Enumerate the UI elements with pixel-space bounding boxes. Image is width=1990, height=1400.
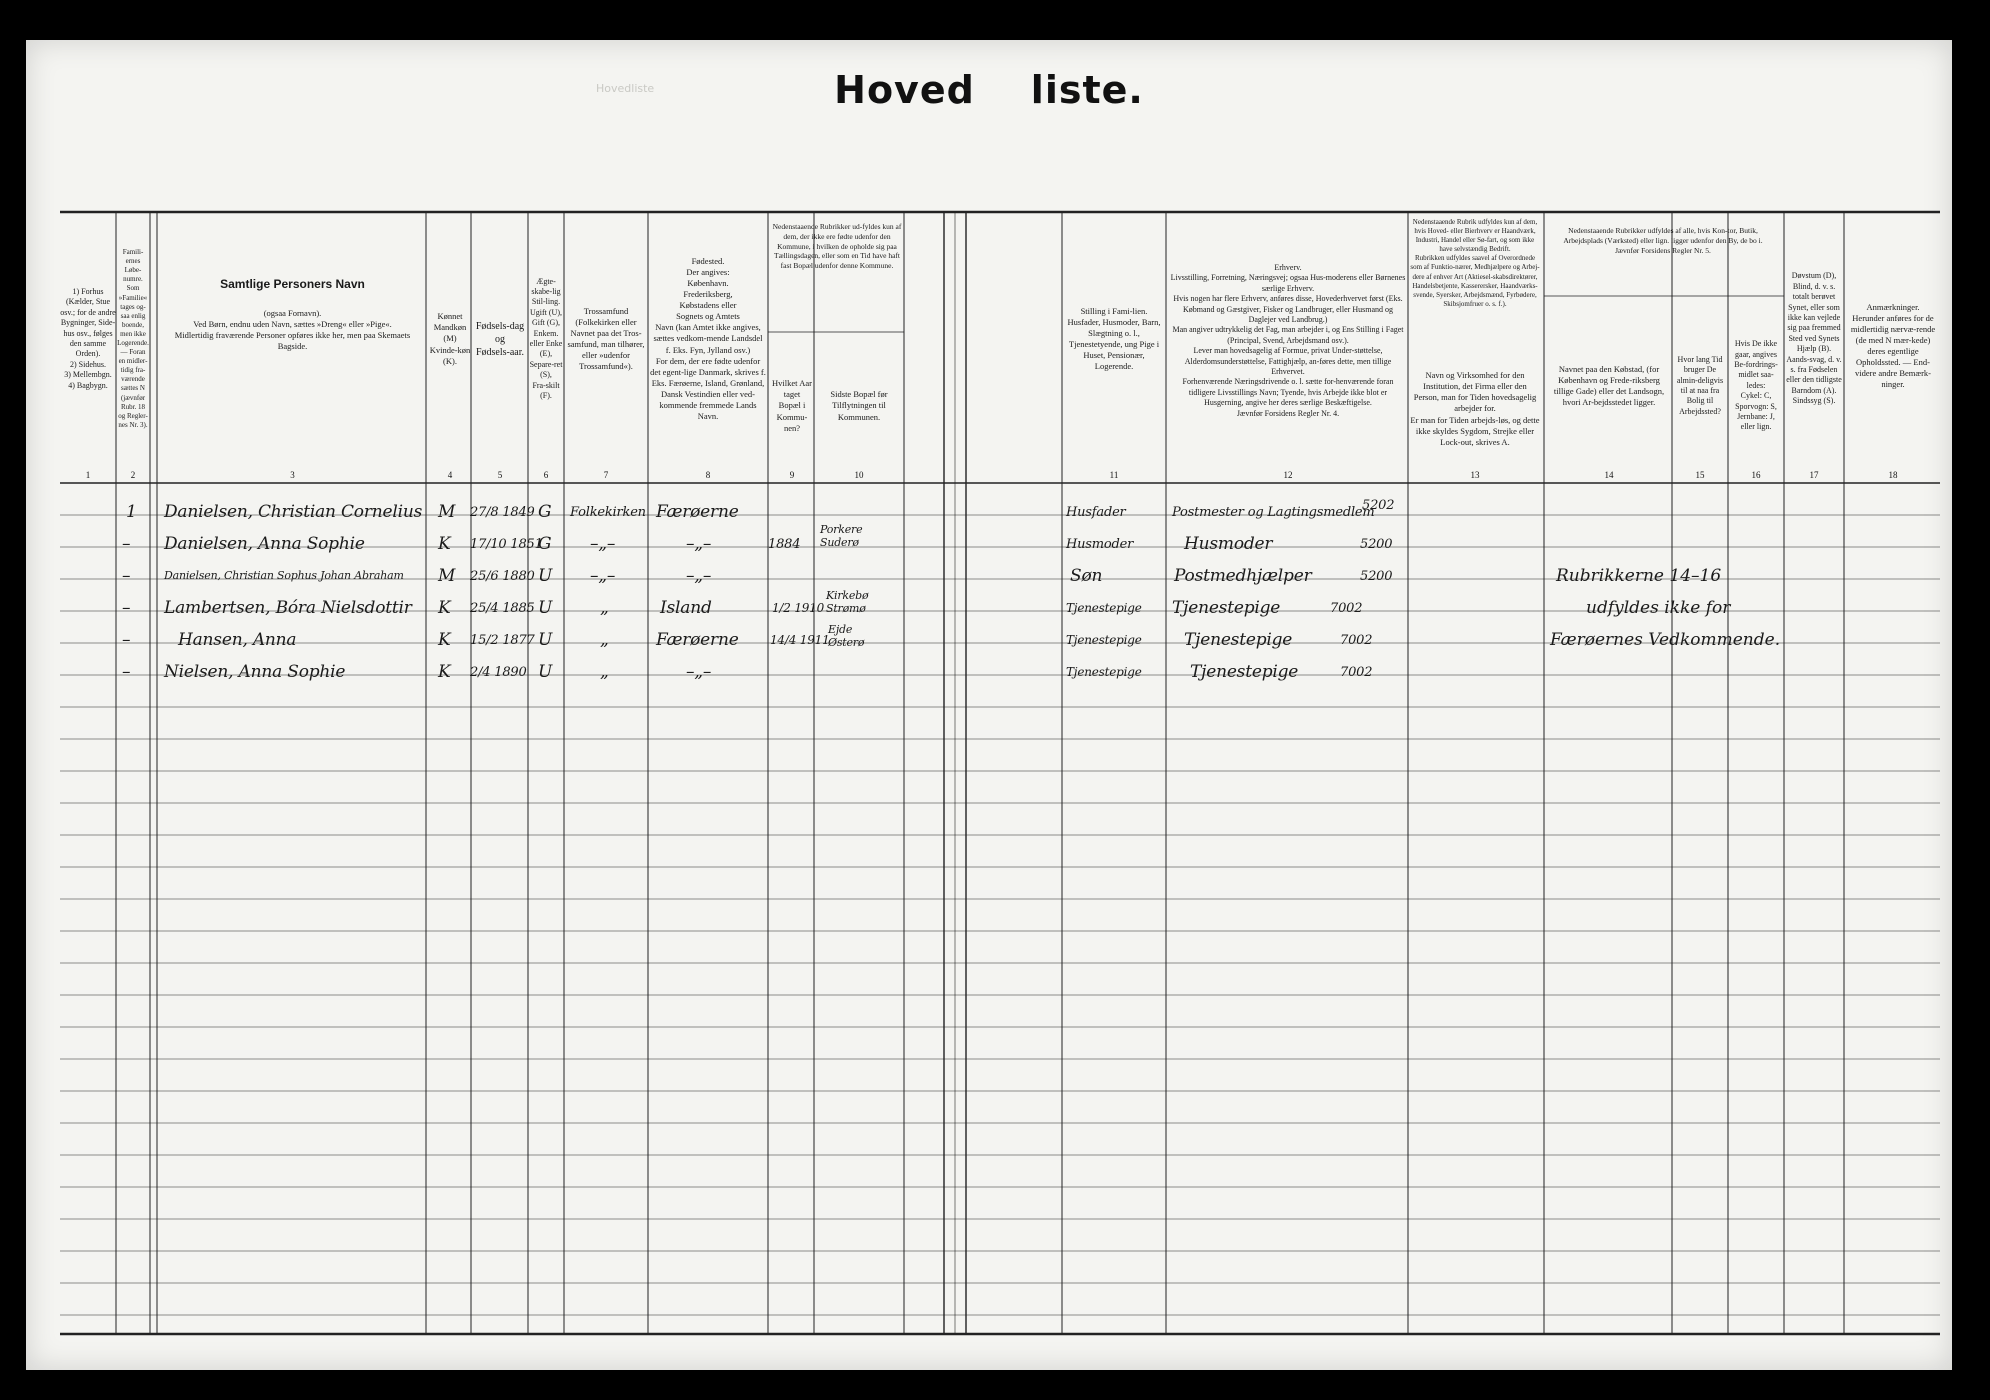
occupation: Tjenestepige (1190, 662, 1299, 682)
title-right: liste. (1030, 68, 1144, 112)
occupation-code: 7002 (1340, 665, 1373, 680)
year-moved: 1/2 1910 (772, 601, 825, 615)
occupation-code: 5200 (1360, 569, 1393, 584)
year-moved: 14/4 1911 (770, 633, 830, 647)
family-role: Tjenestepige (1066, 633, 1142, 647)
person-name: Nielsen, Anna Sophie (164, 662, 346, 682)
column-number: 14 (1604, 470, 1614, 480)
religion: „ (600, 630, 609, 650)
column-number: 8 (705, 470, 711, 480)
column-number: 4 (447, 470, 453, 480)
family-number: – (122, 566, 131, 586)
header-disability: Døvstum (D), Blind, d. v. s. totalt berøvet Synet, eller som ikke kan vejlede sig paa fremmed Sted ved Synets Hjælp (B). Aands-svag, d. v. s. fra Fødselen eller den tidligste Barndom (A). Sindssyg (S). (1786, 271, 1842, 406)
family-number: – (122, 534, 131, 554)
religion: –„– (590, 566, 616, 586)
family-role: Husmoder (1066, 537, 1134, 552)
header-names-title: Samtlige Personers Navn (220, 277, 365, 292)
column-number: 7 (603, 470, 609, 480)
header-previous-residence: Sidste Bopæl før Tilflytningen til Kommunen. (830, 389, 888, 422)
header-building: 1) Forhus (Kælder, Stue osv.; for de andre Bygninger, Side-hus osv., følges den samme Orden). 2) Sidehus. 3) Mellembgn. 4) Bagbygn. (60, 287, 116, 390)
header-workplace-note: Nedenstaaende Rubrikker udfyldes af alle, hvis Kon-tor, Butik, Arbejdsplads (Værksted) eller lign. ligger udenfor den By, de bo i. Jævnfør Forsidens Regler Nr. 5. (1563, 226, 1763, 255)
family-role: Tjenestepige (1066, 665, 1142, 679)
birthplace: Færøerne (656, 502, 739, 522)
header-remarks: Anmærkninger. Herunder anføres for de midlertidig nærvæ-rende (de med N mær-kede) deres egentlige Opholdssted. — End-videre andre Bemærk-ninger. (1850, 301, 1936, 390)
birth-date: 2/4 1890 (470, 665, 527, 680)
header-occupation: Erhverv. Livsstilling, Forretning, Næringsvej; ogsaa Hus-moderens eller Børnenes særlige Erhverv. Hvis nogen har flere Erhverv, anføres disse, Hovederhvervet først (Eks. Købmand og Gæstgiver, Fisker og Landbruger, eller Husmand og Daglejer ved Landbrug.) Man angiver udtrykkelig det Fag, man arbejder i, og Ens Stilling i Faget (Principal, Svend, Arbejdsmand osv.). Lever man hovedsagelig af Formue, privat Under-støttelse, Alderdomsunderstøttelse, Fattighjælp, an-føres dette, men tillige Erhvervet. Forhenværende Næringsdrivende o. l. sætte for-henværende foran tidligere Livsstillings Navn; Tyende, hvis Arbejde ikke blot er Husgerning, angive her deres særlige Beskæftigelse. Jævnfør Forsidens Regler Nr. 4. (1170, 263, 1406, 418)
header-trade-note: Nedenstaaende Rubrik udfyldes kun af dem, hvis Hoved- eller Bierhverv er Haandværk, Industri, Handel eller Sø-fart, og som ikke have selvstændig Bedrift. Rubrikken udfyldes saavel af Overordnede som af Funktio-nærer, Medhjælpere og Arbej-dere af enhver Art (Aktiesel-skabsdirektører, Handelsbetjente, Kasserersker, Haandværks-svende, Syersker, Arbejdsmænd, Fyrbødere, Skibsjomfruer o. s. f.). (1410, 218, 1540, 308)
column-number: 12 (1283, 470, 1293, 480)
sex-mark: K (438, 662, 451, 682)
person-name: Danielsen, Anna Sophie (164, 534, 365, 554)
family-number: – (122, 662, 131, 682)
person-name: Lambertsen, Bóra Nielsdottir (164, 598, 412, 618)
column-number: 5 (497, 470, 503, 480)
occupation: Postmedhjælper (1174, 566, 1312, 586)
column-number: 9 (789, 470, 795, 480)
header-marital-status: Ægte-skabe-lig Stil-ling. Ugift (U), Gift (G), Enkem. eller Enke (E), Separe-ret (S), Fra-skilt (F). (529, 276, 563, 400)
sex-mark: K (438, 630, 451, 650)
marital-status: U (538, 630, 553, 650)
family-number: – (122, 630, 131, 650)
header-sex: Kønnet Mandkøn (M) Kvinde-køn (K). (429, 311, 471, 366)
occupation: Tjenestepige (1172, 598, 1281, 618)
birthplace: Færøerne (656, 630, 739, 650)
sex-mark: K (438, 598, 451, 618)
marital-status: U (538, 566, 553, 586)
page-title (26, 68, 1952, 112)
column-number: 10 (854, 470, 864, 480)
birth-date: 17/10 1851 (470, 537, 543, 552)
family-role: Tjenestepige (1066, 601, 1142, 615)
column-number: 18 (1888, 470, 1898, 480)
header-year-moved: Hvilket Aar taget Bopæl i Kommu-nen? (772, 378, 812, 433)
header-family-role: Stilling i Fami-lien. Husfader, Husmoder, Barn, Slægtning o. l., Tjenestetyende, ung Pige i Huset, Pensionær, Logerende. (1067, 305, 1161, 372)
birth-date: 27/8 1849 (470, 505, 535, 520)
family-number: – (122, 598, 131, 618)
family-role: Søn (1070, 566, 1103, 586)
birthplace: –„– (686, 662, 712, 682)
birth-date: 15/2 1877 (470, 633, 535, 648)
occupation-code: 7002 (1340, 633, 1373, 648)
marital-status: U (538, 662, 553, 682)
occupation: Postmester og Lagtingsmedlem (1172, 505, 1375, 520)
column-number: 1 (85, 470, 91, 480)
remark-line-2: udfyldes ikke for (1586, 598, 1731, 618)
sex-mark: M (438, 566, 456, 586)
previous-residence: Kirkebø Strømø (826, 589, 869, 615)
birthplace: Island (660, 598, 712, 618)
birthplace: –„– (686, 566, 712, 586)
column-number: 6 (543, 470, 549, 480)
header-names-body: (ogsaa Fornavn). Ved Børn, endnu uden Navn, sættes »Dreng« eller »Pige«. Midlertidig fraværende Personer opføres ikke her, men paa Skemaets Bagside. (174, 307, 411, 351)
occupation-code: 5202 (1362, 498, 1395, 513)
header-workplace: Navnet paa den Købstad, (for København og Frede-riksberg tillige Gade) eller det Landsogn, hvori Ar-bejdsstedet ligger. (1553, 363, 1665, 408)
column-number: 13 (1470, 470, 1480, 480)
person-name: Hansen, Anna (178, 630, 297, 650)
birth-date: 25/4 1885 (470, 601, 535, 616)
column-number: 3 (290, 470, 295, 480)
occupation: Tjenestepige (1184, 630, 1293, 650)
header-commute-time: Hvor lang Tid bruger De almin-deligvis til at naa fra Bolig til Arbejdssted? (1676, 354, 1724, 416)
census-table (60, 126, 1940, 1346)
column-number: 17 (1809, 470, 1819, 480)
header-religion: Trossamfund (Folkekirken eller Navnet paa det Tros-samfund, man tilhører, eller »udenfor Trossamfund«). (567, 305, 645, 372)
header-birthplace: Fødested. Der angives: København. Frederiksberg, Købstadens eller Sognets og Amtets Navn (kan Amtet ikke angives, sættes vedkom-mende Landsdel f. Eks. Fyn, Jylland osv.) For dem, der ere fødte udenfor det egent-lige Danmark, skrives f. Eks. Færøerne, Island, Grønland, Dansk Vestindien eller ved-kommende fremmede Lands Navn. (650, 256, 766, 421)
header-family-number: Famili-ernes Løbe-numre. Som »Familie« tages og-saa enlig boende, men ikke Logerende. — Foran en midler-tidig fra-værende sættes N (jævnfør Rubr. 18 og Regler-nes Nr. 3). (117, 248, 149, 429)
marital-status: G (538, 534, 552, 554)
column-number: 15 (1695, 470, 1705, 480)
family-number: 1 (126, 502, 137, 522)
previous-residence: Ejde Østerø (828, 623, 865, 649)
occupation: Husmoder (1184, 534, 1273, 554)
occupation-code: 7002 (1330, 601, 1363, 616)
remark-line-3: Færøernes Vedkommende. (1550, 630, 1781, 650)
column-number: 16 (1751, 470, 1761, 480)
marital-status: U (538, 598, 553, 618)
birth-date: 25/6 1880 (470, 569, 535, 584)
marital-status: G (538, 502, 552, 522)
person-name: Danielsen, Christian Cornelius (164, 502, 423, 522)
occupation-code: 5200 (1360, 537, 1393, 552)
sex-mark: K (438, 534, 451, 554)
religion: –„– (590, 534, 616, 554)
census-sheet (26, 40, 1952, 1370)
remark-line-1: Rubrikkerne 14–16 (1556, 566, 1722, 586)
religion: Folkekirken (570, 505, 646, 520)
religion: „ (600, 662, 609, 682)
header-birthdate: Fødsels-dag og Fødsels-aar. (475, 320, 525, 358)
header-migration-note: Nedenstaaende Rubrikker ud-fyldes kun af dem, der ikke ere fødte udenfor den Kommune, i hvilken de opholde sig paa Tællingsdagen, eller som en Tid have haft fast Bopæl udenfor denne Kommune. (772, 222, 902, 270)
sex-mark: M (438, 502, 456, 522)
header-employer: Navn og Virksomhed for den Institution, det Firma eller den Person, man for Tiden hovedsagelig arbejder for. Er man for Tiden arbejds-løs, og dette ikke skyldes Sygdom, Strejke eller Lock-out, skrives A. (1410, 370, 1540, 447)
column-number: 2 (130, 470, 136, 480)
birthplace: –„– (686, 534, 712, 554)
header-transport: Hvis De ikke gaar, angives Be-fordrings-midlet saa-ledes: Cykel: C, Sporvogn: S, Jernbane: J, eller lign. (1734, 339, 1778, 432)
faint-stamp: Hovedliste (596, 82, 655, 95)
year-moved: 1884 (768, 537, 801, 552)
religion: „ (600, 598, 609, 618)
title-left: Hoved (834, 68, 975, 112)
person-name: Danielsen, Christian Sophus Johan Abraham (164, 569, 404, 582)
header-names (160, 226, 425, 416)
family-role: Husfader (1066, 505, 1126, 520)
previous-residence: Porkere Suderø (820, 523, 863, 549)
column-number: 11 (1109, 470, 1119, 480)
